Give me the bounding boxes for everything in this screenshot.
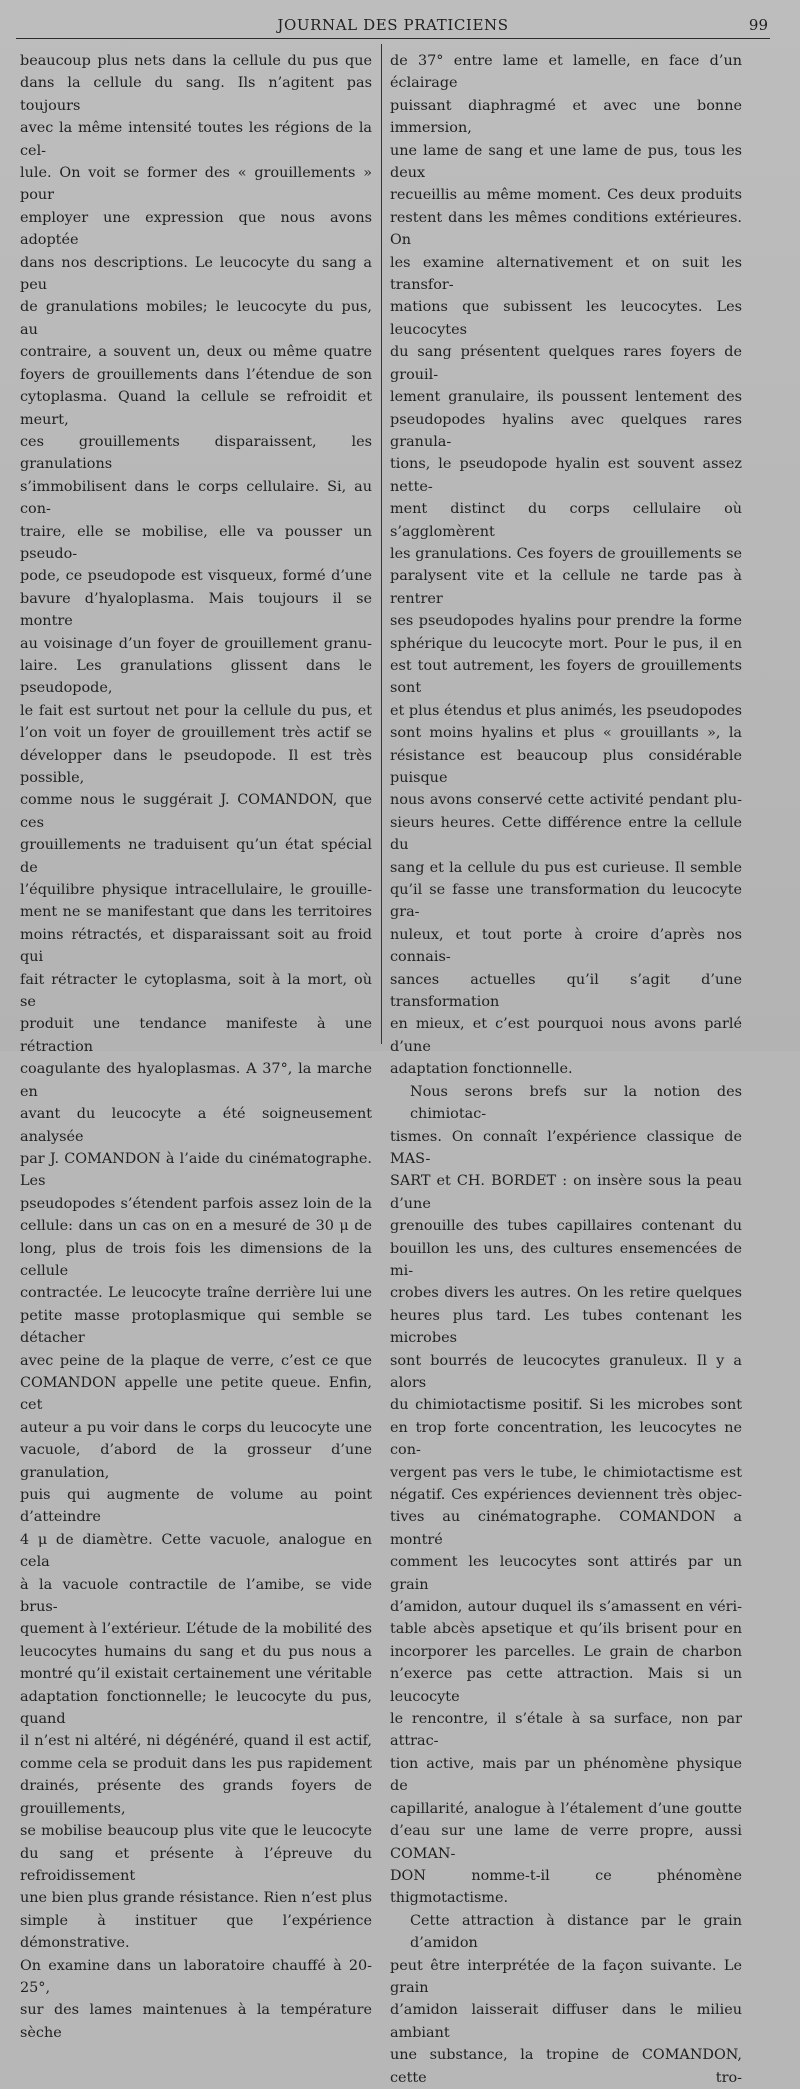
text-line: au voisinage d’un foyer de grouillement granu- <box>20 635 372 652</box>
text-line: bavure d’hyaloplasma. Mais toujours il se montre <box>20 590 372 630</box>
text-line: s’immobilisent dans le corps cellulaire. Si, au con- <box>20 478 372 518</box>
text-line: comment les leucocytes sont attirés par un grain <box>390 1554 742 1593</box>
text-line: de 37° entre lame et lamelle, en face d’un éclairage <box>390 53 742 92</box>
text-line: puissant diaphragmé et avec une bonne immersion, <box>390 97 742 137</box>
text-line: et plus étendus et plus animés, les pseudopodes <box>390 702 742 719</box>
text-line: de granulations mobiles; le leucocyte du pus, au <box>20 299 372 338</box>
text-line: crobes divers les autres. On les retire quelques <box>390 1285 742 1302</box>
text-line: contractée. Le leucocyte traîne derrière lui une <box>20 1285 372 1302</box>
text-line: drainés, présente des grands foyers de grouillements, <box>20 1778 372 1817</box>
text-line: ces grouillements disparaissent, les granulations <box>20 433 372 473</box>
text-line: d’amidon laisserait diffuser dans le milieu ambiant <box>390 2002 742 2041</box>
text-line: tismes. On connaît l’expérience classique de MAS- <box>390 1128 742 1167</box>
text-line: lule. On voit se former des « grouillements » pour <box>20 165 372 204</box>
left-column <box>20 50 372 2044</box>
text-line: dans la cellule du sang. Ils n’agitent pas toujours <box>20 75 372 114</box>
text-line: ses pseudopodes hyalins pour prendre la forme <box>390 613 742 630</box>
text-line: sang et la cellule du pus est curieuse. Il semble <box>390 859 742 876</box>
text-line: à la vacuole contractile de l’amibe, se vide brus- <box>20 1576 372 1616</box>
text-line: peut être interprétée de la façon suivante. Le grain <box>390 1957 742 1996</box>
text-line: sont bourrés de leucocytes granuleux. Il y a alors <box>390 1352 742 1391</box>
running-header <box>16 14 770 39</box>
journal-title: JOURNAL DES PRATICIENS <box>277 16 509 34</box>
text-line: coagulante des hyaloplasmas. A 37°, la marche en <box>20 1061 372 1100</box>
text-line: paralysent vite et la cellule ne tarde pas à rentrer <box>390 568 742 607</box>
text-line: long, plus de trois fois les dimensions de la cellule <box>20 1240 372 1279</box>
text-line: qu’il se fasse une transformation du leucocyte gra- <box>390 882 742 921</box>
text-line: sur des lames maintenues à la température sèche <box>20 2002 372 2041</box>
text-line: quement à l’extérieur. L’étude de la mobilité des <box>20 1621 372 1638</box>
text-line: vacuole, d’abord de la grosseur d’une granulation, <box>20 1442 372 1481</box>
text-line: COMANDON appelle une petite queue. Enfin, cet <box>20 1374 372 1414</box>
text-line: par J. COMANDON à l’aide du cinématographe. Les <box>20 1150 372 1190</box>
text-line: sieurs heures. Cette différence entre la cellule du <box>390 814 742 854</box>
text-line: grenouille des tubes capillaires contenant du <box>390 1218 742 1235</box>
text-line: montré qu’il existait certainement une véritable <box>20 1666 372 1683</box>
text-line: pseudopodes s’étendent parfois assez loin de la <box>20 1195 372 1212</box>
text-line: du chimiotactisme positif. Si les microbes sont <box>390 1397 742 1414</box>
text-line: avec peine de la plaque de verre, c’est ce que <box>20 1352 372 1369</box>
text-line: du sang présentent quelques rares foyers de grouil- <box>390 344 742 383</box>
text-line: laire. Les granulations glissent dans le pseudopode, <box>20 657 372 697</box>
text-line: nous avons conservé cette activité pendant plu- <box>390 792 742 809</box>
text-line: table abcès apsetique et qu’ils brisent pour en <box>390 1621 742 1638</box>
text-line: heures plus tard. Les tubes contenant les microbes <box>390 1307 742 1347</box>
text-line: tion active, mais par un phénomène physique de <box>390 1755 742 1795</box>
text-line: résistance est beaucoup plus considérable puisque <box>390 747 742 786</box>
text-line: bouillon les uns, des cultures ensemencées de mi- <box>390 1240 742 1279</box>
text-line: avant du leucocyte a été soigneusement analysée <box>20 1106 372 1145</box>
text-line: une substance, la tropine de COMANDON, cette tro- <box>390 2047 742 2086</box>
text-line: SART et CH. BORDET : on insère sous la peau d’une <box>390 1173 742 1212</box>
text-line: sances actuelles qu’il s’agit d’une transformation <box>390 971 742 1011</box>
text-line: une lame de sang et une lame de pus, tous les deux <box>390 142 742 182</box>
text-line: sphérique du leucocyte mort. Pour le pus, il en <box>390 635 742 652</box>
right-column <box>390 50 742 2089</box>
text-line: du sang et présente à l’épreuve du refroidissement <box>20 1845 372 1884</box>
text-line: dans nos descriptions. Le leucocyte du sang a peu <box>20 254 372 294</box>
text-line: DON nomme-t-il ce phénomène thigmotactisme. <box>390 1867 742 1907</box>
text-line: comme nous le suggérait J. COMANDON, que ces <box>20 792 372 831</box>
text-line: simple à instituer que l’expérience démonstrative. <box>20 1912 372 1952</box>
text-line: Nous serons brefs sur la notion des chimiotac- <box>410 1083 742 1123</box>
text-line: cytoplasma. Quand la cellule se refroidit et meurt, <box>20 389 372 428</box>
text-line: restent dans les mêmes conditions extérieures. On <box>390 209 742 249</box>
text-line: avec la même intensité toutes les régions de la cel- <box>20 120 372 159</box>
text-line: vergent pas vers le tube, le chimiotactisme est <box>390 1464 742 1481</box>
text-line: ment distinct du corps cellulaire où s’agglomèrent <box>390 501 742 540</box>
text-line: l’équilibre physique intracellulaire, le grouille- <box>20 882 372 899</box>
text-line: foyers de grouillements dans l’étendue de son <box>20 366 372 383</box>
text-line: adaptation fonctionnelle; le leucocyte du pus, quand <box>20 1688 372 1728</box>
text-line: petite masse protoplasmique qui semble se détacher <box>20 1307 372 1347</box>
text-line: négatif. Ces expériences deviennent très objec- <box>390 1487 742 1503</box>
text-line: tives au cinématographe. COMANDON a montré <box>390 1509 742 1548</box>
text-line: contraire, a souvent un, deux ou même quatre <box>20 344 372 361</box>
text-line: recueillis au même moment. Ces deux produits <box>390 187 742 204</box>
text-line: adaptation fonctionnelle. <box>390 1061 573 1078</box>
text-line: comme cela se produit dans les pus rapidement <box>20 1755 372 1772</box>
text-line: pode, ce pseudopode est visqueux, formé d’une <box>20 568 372 585</box>
text-line: puis qui augmente de volume au point d’atteindre <box>20 1487 372 1526</box>
text-line: lement granulaire, ils poussent lentement des <box>390 389 742 406</box>
text-line: Cette attraction à distance par le grain d’amidon <box>410 1912 742 1952</box>
text-line: en mieux, et c’est pourquoi nous avons parlé d’une <box>390 1016 742 1055</box>
text-line: d’eau sur une lame de verre propre, aussi COMAN- <box>390 1823 742 1862</box>
text-line: fait rétracter le cytoplasma, soit à la mort, où se <box>20 971 372 1011</box>
text-line: sont moins hyalins et plus « grouillants », la <box>390 725 742 742</box>
text-line: auteur a pu voir dans le corps du leucocyte une <box>20 1419 372 1436</box>
text-line: capillarité, analogue à l’étalement d’une goutte <box>390 1800 742 1817</box>
text-line: beaucoup plus nets dans la cellule du pus que <box>20 53 372 69</box>
text-line: mations que subissent les leucocytes. Les leucocytes <box>390 299 742 338</box>
text-line: employer une expression que nous avons adoptée <box>20 209 372 249</box>
text-line: n’exerce pas cette attraction. Mais si un leucocyte <box>390 1666 742 1705</box>
text-line: ment ne se manifestant que dans les territoires <box>20 904 372 921</box>
text-line: il n’est ni altéré, ni dégénéré, quand il est actif, <box>20 1733 372 1750</box>
text-line: produit une tendance manifeste à une rétraction <box>20 1016 372 1055</box>
text-line: les examine alternativement et on suit les transfor- <box>390 254 742 294</box>
text-line: les granulations. Ces foyers de grouillements se <box>390 545 742 562</box>
text-line: le fait est surtout net pour la cellule du pus, et <box>20 702 372 719</box>
text-line: d’amidon, autour duquel ils s’amassent en véri- <box>390 1599 742 1616</box>
column-divider <box>381 44 382 1044</box>
text-line: moins rétractés, et disparaissant soit au froid qui <box>20 926 372 966</box>
text-line: se mobilise beaucoup plus vite que le leucocyte <box>20 1823 372 1840</box>
text-line: incorporer les parcelles. Le grain de charbon <box>390 1643 742 1660</box>
text-line: On examine dans un laboratoire chauffé à 20-25°, <box>20 1957 372 1996</box>
text-line: une bien plus grande résistance. Rien n’est plus <box>20 1890 372 1907</box>
text-line: leucocytes humains du sang et du pus nous a <box>20 1643 372 1660</box>
text-line: nuleux, et tout porte à croire d’après nos connais- <box>390 926 742 966</box>
text-line: grouillements ne traduisent qu’un état spécial de <box>20 837 372 876</box>
text-line: développer dans le pseudopode. Il est très possible, <box>20 747 372 786</box>
text-line: en trop forte concentration, les leucocytes ne con- <box>390 1419 742 1459</box>
page-number: 99 <box>748 16 768 34</box>
text-line: le rencontre, il s’étale à sa surface, non par attrac- <box>390 1711 742 1750</box>
text-line: est tout autrement, les foyers de grouillements sont <box>390 657 742 697</box>
text-line: cellule: dans un cas on en a mesuré de 30 μ de <box>20 1218 372 1235</box>
text-line: l’on voit un foyer de grouillement très actif se <box>20 725 372 742</box>
text-line: traire, elle se mobilise, elle va pousser un pseudo- <box>20 523 372 562</box>
text-line: 4 μ de diamètre. Cette vacuole, analogue en cela <box>20 1531 372 1571</box>
text-line: pseudopodes hyalins avec quelques rares granula- <box>390 411 742 450</box>
text-line: tions, le pseudopode hyalin est souvent assez nette- <box>390 456 742 495</box>
